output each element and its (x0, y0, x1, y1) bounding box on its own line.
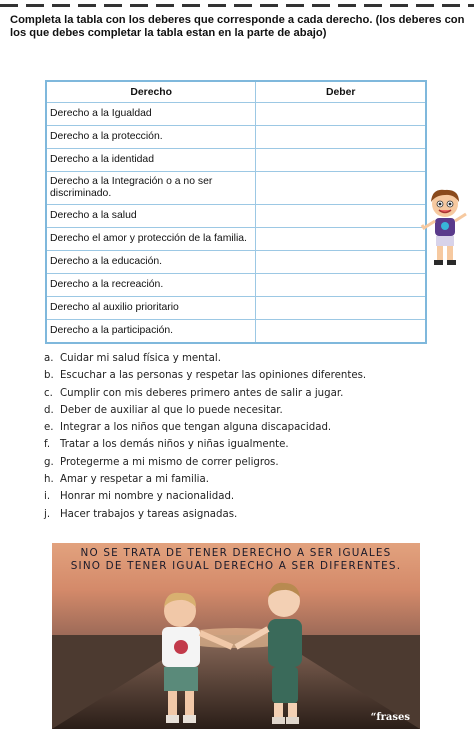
duty-cell[interactable] (256, 320, 426, 344)
header-duties: Deber (256, 81, 426, 103)
list-item (44, 488, 464, 505)
duties-list (44, 350, 464, 523)
duty-cell[interactable] (256, 274, 426, 297)
duty-cell[interactable] (256, 172, 426, 205)
list-item-text: Honrar mi nombre y nacionalidad. (60, 491, 235, 503)
list-item (44, 385, 464, 402)
table-row (46, 205, 426, 228)
photo-quote-line1: NO SE TRATA DE TENER DERECHO A SER IGUALES (80, 547, 392, 559)
list-item-text: Integrar a los niños que tengan alguna discapacidad. (60, 422, 332, 434)
list-item (44, 402, 464, 419)
duty-cell[interactable] (256, 251, 426, 274)
table-row (46, 297, 426, 320)
list-item-text: Escuchar a las personas y respetar las opiniones diferentes. (60, 370, 367, 382)
list-item-letter: e. (44, 422, 54, 434)
photo-quote-line2: SINO DE TENER IGUAL DERECHO A SER DIFERENTES. (70, 560, 402, 572)
right-cell: Derecho a la Igualdad (46, 103, 256, 126)
right-cell: Derecho al auxilio prioritario (46, 297, 256, 320)
table-row (46, 274, 426, 297)
duty-cell[interactable] (256, 126, 426, 149)
list-item-letter: c. (44, 387, 53, 399)
list-item-text: Tratar a los demás niños y niñas igualmente. (60, 439, 289, 451)
right-cell: Derecho a la educación. (46, 251, 256, 274)
children-photo (52, 543, 420, 729)
list-item-text: Amar y respetar a mi familia. (60, 474, 209, 486)
rights-duties-table (45, 80, 427, 344)
right-cell: Derecho el amor y protección de la familia. (46, 228, 256, 251)
list-item (44, 454, 464, 471)
list-item-text: Hacer trabajos y tareas asignadas. (60, 508, 238, 520)
list-item (44, 350, 464, 367)
table-row (46, 251, 426, 274)
header-rights: Derecho (46, 81, 256, 103)
dashed-top-border (0, 4, 474, 7)
duty-cell[interactable] (256, 149, 426, 172)
photo-brand: “frases (370, 712, 410, 723)
right-cell: Derecho a la recreación. (46, 274, 256, 297)
list-item (44, 506, 464, 523)
list-item (44, 471, 464, 488)
list-item (44, 419, 464, 436)
list-item-text: Cuidar mi salud física y mental. (60, 353, 221, 364)
table-row (46, 228, 426, 251)
list-item-letter: b. (44, 370, 54, 382)
instructions-text: Completa la tabla con los deberes que corresponde a cada derecho. (los deberes con los que debes completar la tabla estan en la parte de abajo) (10, 14, 465, 39)
list-item-text: Protegerme a mi mismo de correr peligros. (60, 456, 279, 468)
duty-cell[interactable] (256, 297, 426, 320)
list-item (44, 367, 464, 384)
table-row (46, 172, 426, 205)
right-cell: Derecho a la participación. (46, 320, 256, 344)
duty-cell[interactable] (256, 205, 426, 228)
table-row (46, 320, 426, 344)
list-item-letter: g. (44, 456, 54, 468)
cartoon-kid-illustration (420, 188, 470, 270)
right-cell: Derecho a la salud (46, 205, 256, 228)
table-row (46, 103, 426, 126)
list-item-letter: d. (44, 404, 54, 416)
table-row (46, 149, 426, 172)
photo-quote (52, 547, 420, 573)
duty-cell[interactable] (256, 228, 426, 251)
list-item-text: Deber de auxiliar al que lo puede necesitar. (60, 404, 283, 416)
duty-cell[interactable] (256, 103, 426, 126)
right-cell: Derecho a la protección. (46, 126, 256, 149)
right-cell: Derecho a la Integración o a no ser discriminado. (46, 172, 256, 205)
table-row (46, 126, 426, 149)
list-item-letter: h. (44, 474, 54, 486)
right-cell: Derecho a la identidad (46, 149, 256, 172)
list-item (44, 436, 464, 453)
table-header-row (46, 81, 426, 103)
list-item-text: Cumplir con mis deberes primero antes de salir a jugar. (60, 387, 344, 399)
list-item-letter: j. (44, 508, 51, 520)
list-item-letter: a. (44, 353, 54, 364)
list-item-letter: f. (44, 439, 51, 451)
list-item-letter: i. (44, 491, 51, 503)
